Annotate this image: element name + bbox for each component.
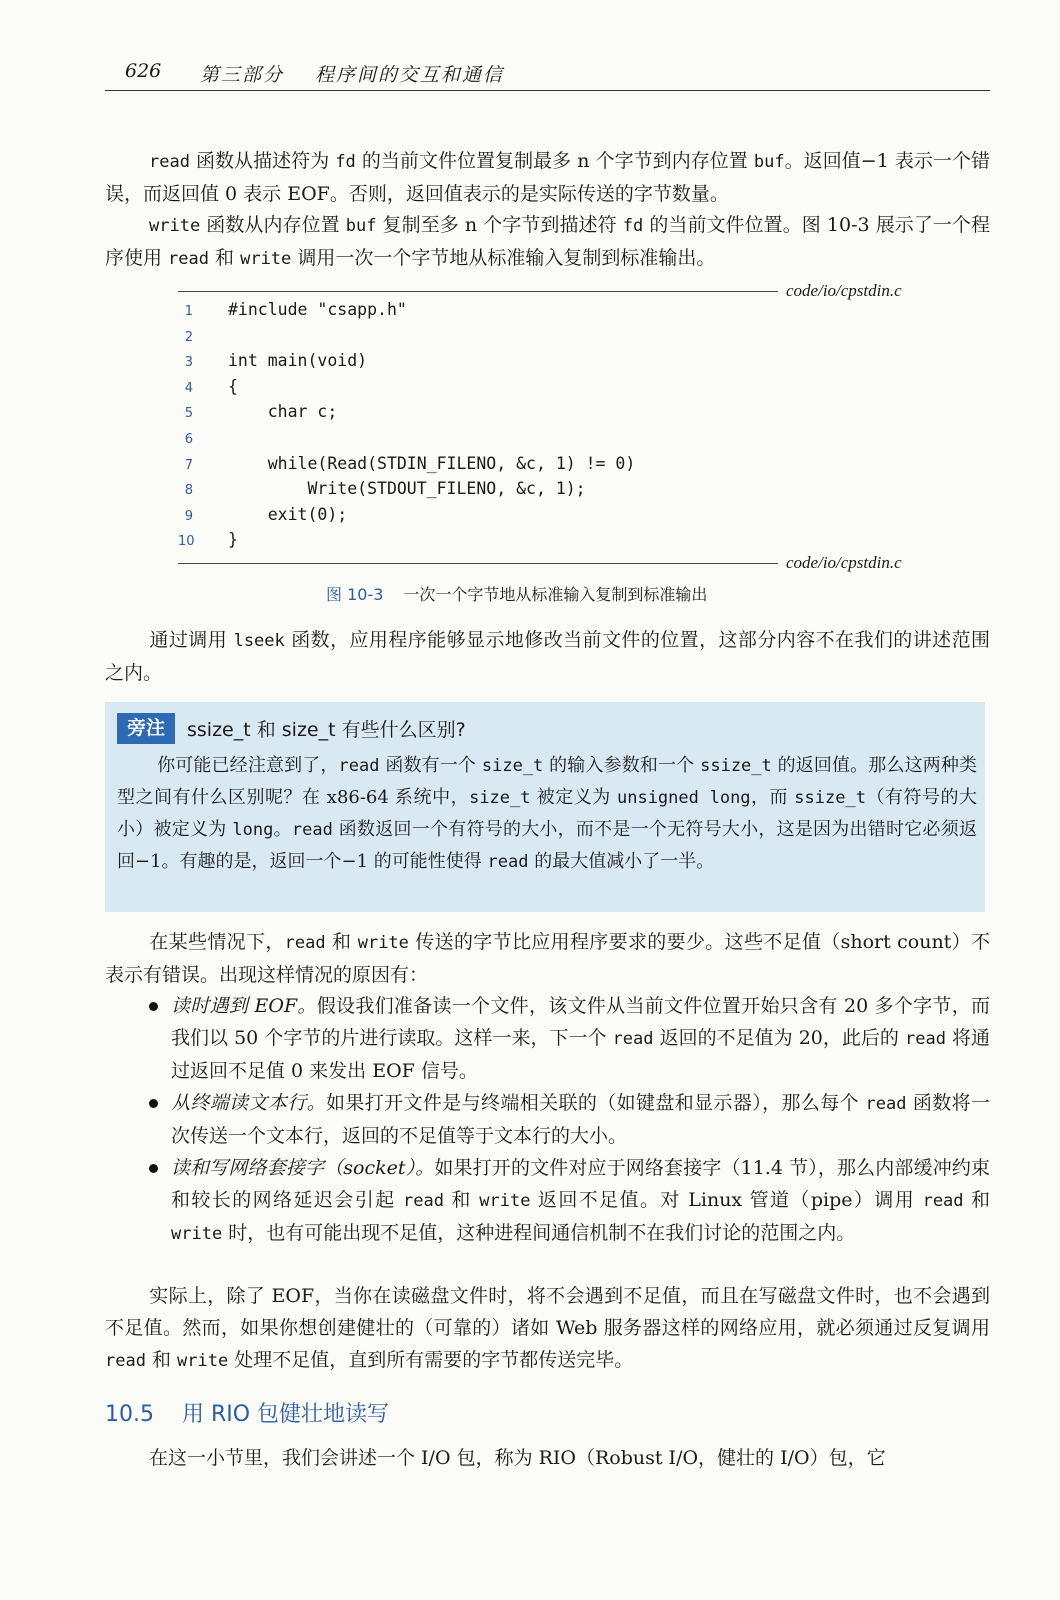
text-run: 实际上，除了 EOF，当你在读磁盘文件时，将不会遇到不足值，而且在写磁盘文件时，也不会遇到不足值。然而，如果你想创建健壮的（可靠的）诸如 Web 服务器这样的网络应用，就必须通过反复调用 (105, 1285, 990, 1339)
text-run: 在某些情况下， (149, 931, 285, 953)
bullet-dot-icon (149, 1002, 158, 1011)
line-number: 2 (184, 329, 193, 345)
text-run: 假设我们准备读一个文件，该文件从当前文件位置开始只含有 20 多个字节，而我们以 50 个字节的片进行读取。这样一来，下一个 (171, 995, 990, 1049)
list-item (105, 1152, 990, 1250)
part-label: 第三部分 (200, 64, 285, 86)
figure-number: 图 10-3 (326, 585, 384, 604)
inline-code: read (284, 933, 326, 953)
inline-code: read (338, 756, 380, 776)
inline-code: write (177, 1351, 229, 1371)
rich-text (149, 1447, 886, 1469)
text-run: 传送的字节比应用程序要求的要少。这些不足值（short count）不表示有错误。出现这样情况的原因有： (105, 931, 990, 986)
text-run: 和 (443, 1189, 480, 1211)
inline-code: write (357, 933, 409, 953)
rich-text (105, 214, 990, 269)
inline-code: read (904, 1029, 946, 1049)
code-text: } (228, 530, 238, 550)
line-number: 10 (178, 534, 195, 550)
text-run: 和 (325, 931, 358, 953)
code-bottom-rule (178, 563, 778, 564)
running-header (105, 58, 990, 91)
code-text: #include "csapp.h" (228, 300, 407, 319)
code-text: Write(STDOUT_FILENO, &c, 1); (228, 479, 586, 499)
text-run: 和 (145, 1349, 178, 1371)
text-run: 和 (209, 247, 241, 269)
lseek-paragraph (105, 624, 990, 689)
code-text: { (228, 376, 238, 396)
text-run: 函数，应用程序能够显示地修改当前文件的位置，这部分内容不在我们的讲述范围之内。 (105, 629, 990, 684)
rich-text (117, 755, 977, 872)
inline-code: unsigned long (616, 788, 751, 808)
text-run: 函数从描述符为 (189, 150, 336, 172)
line-number: 3 (184, 355, 193, 371)
inline-code: buf (345, 216, 377, 236)
aside-body (117, 750, 977, 878)
section-title: 用 RIO 包健壮地读写 (181, 1402, 390, 1427)
code-line (178, 452, 778, 478)
code-line (178, 400, 778, 426)
code-line (178, 426, 778, 452)
aside-title: ssize_t 和 size_t 有些什么区别? (187, 719, 466, 741)
inline-code: lseek (233, 631, 285, 651)
inline-code: read (922, 1191, 964, 1211)
code-filename-top: code/io/cpstdin.c (786, 281, 902, 300)
bullet-dot-icon (149, 1164, 158, 1173)
section-heading (105, 1397, 389, 1428)
text-run: 如果打开文件是与终端相关联的（如键盘和显示器），那么每个 (326, 1092, 866, 1114)
code-line (178, 477, 778, 503)
list-item (105, 990, 990, 1087)
inline-code: write (240, 249, 292, 269)
text-run: 的输入参数和一个 (543, 755, 701, 776)
text-run: 将通过返回不足值 0 来发出 EOF 信号。 (171, 1027, 990, 1082)
rich-text (105, 1285, 990, 1371)
inline-code: buf (753, 152, 785, 172)
rich-text (105, 150, 990, 205)
text-run: ，而 (750, 787, 795, 808)
section-intro-paragraph (105, 1442, 990, 1474)
section-number: 10.5 (105, 1402, 154, 1427)
text-run: 时，也有可能出现不足值，这种进程间通信机制不在我们讨论的范围之内。 (222, 1222, 856, 1244)
part-title: 程序间的交互和通信 (315, 64, 505, 86)
text-run: 函数从内存位置 (200, 214, 346, 236)
text-run: 通过调用 (149, 629, 234, 651)
inline-code: read (291, 820, 333, 840)
inline-code: read (105, 1351, 146, 1371)
text-run: 被定义为 (530, 787, 617, 808)
inline-code: fd (335, 152, 356, 172)
intro-paragraph-read (105, 145, 990, 210)
inline-code: ssize_t (700, 756, 772, 776)
inline-code: read (403, 1191, 444, 1211)
inline-code: read (865, 1094, 907, 1114)
inline-code: read (612, 1029, 654, 1049)
text-run: 在这一小节里，我们会讲述一个 I/O 包，称为 RIO（Robust I/O，健壮的 I/O）包，它 (149, 1447, 886, 1469)
code-filename-bottom: code/io/cpstdin.c (786, 553, 902, 572)
text-run: 返回的不足值为 20，此后的 (653, 1027, 905, 1049)
code-line (178, 375, 778, 401)
code-text: exit(0); (228, 504, 348, 524)
text-run: 的当前文件位置复制最多 n 个字节到内存位置 (355, 150, 754, 172)
inline-code: read (487, 852, 529, 872)
line-number: 4 (184, 380, 193, 396)
figure-caption-text: 一次一个字节地从标准输入复制到标准输出 (403, 585, 708, 604)
code-line (178, 503, 778, 529)
inline-code: write (479, 1191, 531, 1211)
aside-tag: 旁注 (117, 713, 175, 744)
aside-box (105, 702, 985, 912)
code-line (178, 349, 778, 375)
code-text: while(Read(STDIN_FILENO, &c, 1) != 0) (228, 453, 636, 473)
inline-code: fd (622, 216, 644, 236)
bullet-dot-icon (149, 1099, 158, 1108)
text-run: 复制至多 n 个字节到描述符 (376, 214, 623, 236)
code-top-rule (178, 291, 778, 292)
text-run: 和 (963, 1189, 990, 1211)
line-number: 8 (184, 483, 193, 499)
line-number: 5 (184, 406, 193, 422)
line-number: 9 (184, 508, 193, 524)
rich-text (105, 629, 990, 684)
text-run: 。 (273, 819, 292, 840)
text-run: 调用一次一个字节地从标准输入复制到标准输出。 (291, 247, 716, 269)
line-number: 7 (184, 457, 193, 473)
bullet-heading: 读和写网络套接字（socket）。 (171, 1157, 435, 1179)
bullet-heading: 从终端读文本行。 (171, 1092, 327, 1114)
figure-caption (326, 582, 707, 605)
code-line (178, 298, 778, 324)
code-line (178, 528, 778, 554)
text-run: 函数返回一个有符号的大小，而不是一个无符号大小，这是因为出错时它必须返回−1。有趣的是，返回一个−1 的可能性使得 (117, 819, 977, 872)
inline-code: size_t (481, 756, 544, 776)
inline-code: ssize_t (794, 788, 866, 808)
list-item (105, 1087, 990, 1152)
inline-code: write (149, 216, 201, 236)
text-run: 函数有一个 (379, 755, 482, 776)
code-text: int main(void) (228, 351, 368, 371)
text-run: 函数将一次传送一个文本行，返回的不足值等于文本行的大小。 (171, 1092, 990, 1147)
rich-text (105, 931, 990, 986)
text-run: （有符号的大小）被定义为 (117, 787, 977, 840)
text-run: 返回不足值。对 Linux 管道（pipe）调用 (530, 1189, 923, 1211)
text-run: 。返回值−1 表示一个错误，而返回值 0 表示 EOF。否则，返回值表示的是实际传送的字节数量。 (105, 150, 990, 205)
reason-list (105, 990, 990, 1250)
text-run: 如果打开的文件对应于网络套接字（11.4 节），那么内部缓冲约束和较长的网络延迟会引起 (171, 1157, 990, 1211)
inline-code: read (168, 249, 209, 269)
text-run: 的最大值减小了一半。 (528, 851, 715, 872)
inline-code: write (171, 1224, 223, 1244)
line-number: 6 (184, 431, 193, 447)
page-number: 626 (125, 60, 162, 82)
eof-paragraph (105, 1280, 990, 1377)
line-number: 1 (184, 304, 193, 319)
intro-paragraph-write (105, 209, 990, 275)
bullet-heading: 读时遇到 EOF。 (171, 995, 317, 1017)
short-count-paragraph (105, 926, 990, 991)
text-run: 处理不足值，直到所有需要的字节都传送完毕。 (228, 1349, 634, 1371)
text-run: 的返回值。那么这两种类型之间有什么区别呢？在 x86-64 系统中， (117, 755, 977, 808)
code-listing (178, 298, 778, 554)
inline-code: long (232, 820, 274, 840)
inline-code: size_t (469, 788, 531, 808)
inline-code: read (149, 152, 190, 172)
text-run: 的当前文件位置。图 10-3 展示了一个程序使用 (105, 214, 990, 269)
code-text: char c; (228, 402, 338, 422)
text-run: 你可能已经注意到了， (157, 755, 339, 776)
code-line (178, 324, 778, 350)
